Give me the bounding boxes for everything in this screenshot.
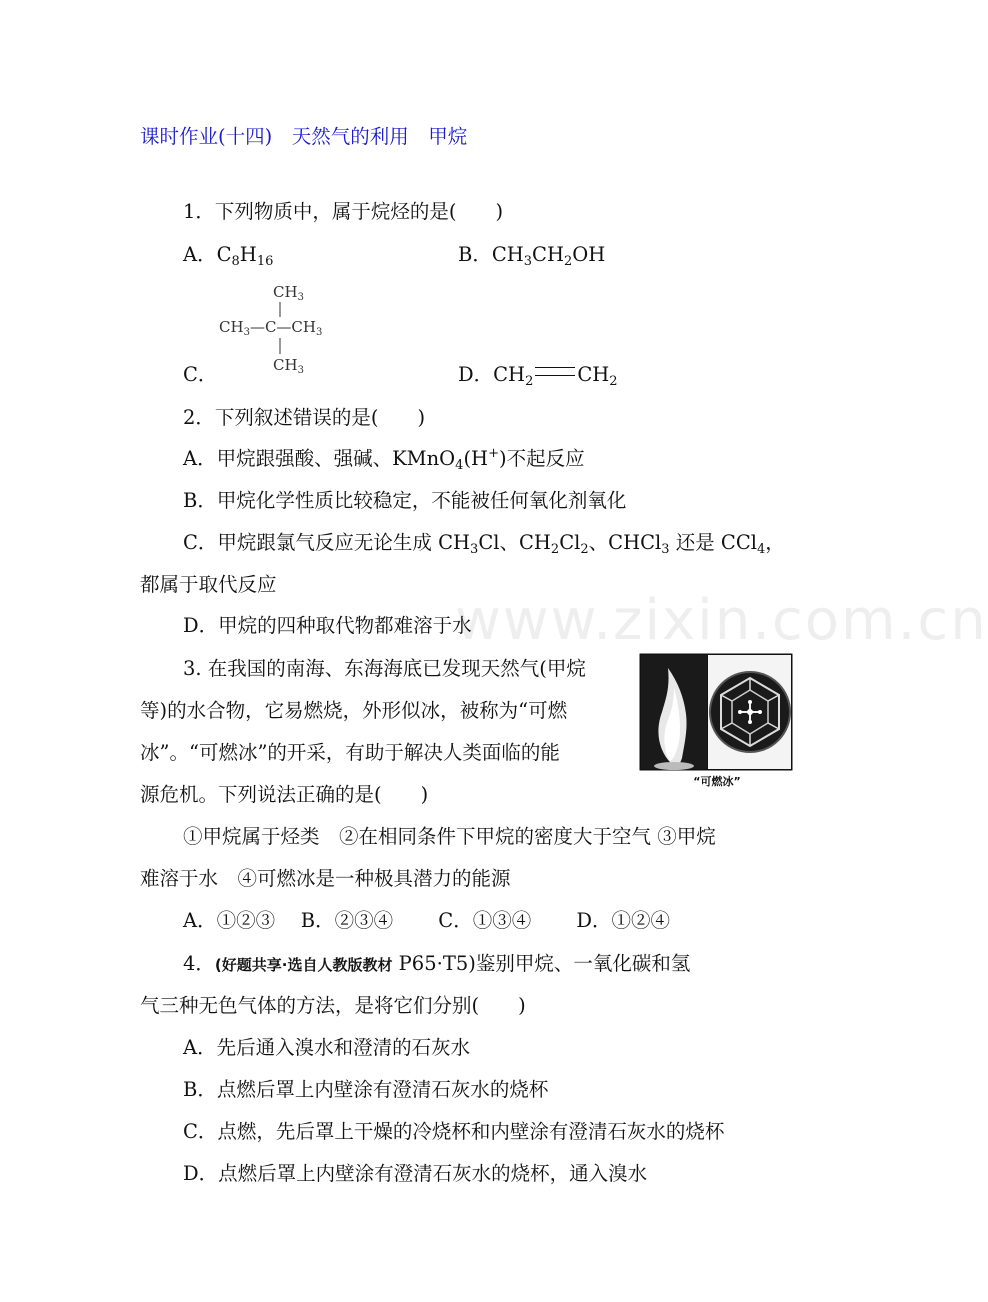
struct-main-chain: $CH_3—C—CH_3$	[219, 318, 323, 338]
q4-option-c: C．点燃，先后罩上干燥的冷烧杯和内壁涂有澄清石灰水的烧杯	[183, 1120, 725, 1143]
q3-line-2: 等)的水合物，它易燃烧，外形似冰，被称为“可燃	[140, 699, 568, 722]
q1-option-d: D．$CH_2$ $CH_2$	[458, 363, 618, 389]
q3-line-1: 3. 在我国的南海、东海海底已发现天然气(甲烷	[183, 657, 586, 680]
image-caption: “可燃冰”	[693, 775, 741, 788]
q2-option-d: D．甲烷的四种取代物都难溶于水	[183, 614, 472, 637]
q4-option-d: D．点燃后罩上内壁涂有澄清石灰水的烧杯，通入溴水	[183, 1162, 648, 1185]
q4-source-tag: (好题共享·选自人教版教材	[214, 956, 393, 974]
q3-line-3: 冰”。“可燃冰”的开采，有助于解决人类面临的能	[140, 741, 560, 764]
q1-option-a: A．$C_8H_{16}$	[183, 243, 274, 269]
q2-option-a: A．甲烷跟强酸、强碱、KMnO$_4$(H+)不起反应	[183, 446, 585, 473]
q4-stem-1: 4．(好题共享·选自人教版教材 P65·T5)鉴别甲烷、一氧化碳和氢	[183, 952, 691, 975]
q3-statements-1: ①甲烷属于烃类 ②在相同条件下甲烷的密度大于空气 ③甲烷	[183, 825, 716, 848]
q1-option-b: B．$CH_3CH_2OH$	[458, 243, 606, 269]
watermark: www.zixin.com.cn	[455, 588, 988, 653]
q2-stem: 2．下列叙述错误的是( )	[183, 406, 426, 429]
q4-stem-2: 气三种无色气体的方法，是将它们分别( )	[140, 994, 526, 1017]
q3-statements-2: 难溶于水 ④可燃冰是一种极具潜力的能源	[140, 867, 511, 890]
q2-option-c-cont: 都属于取代反应	[140, 573, 277, 596]
q4-option-b: B．点燃后罩上内壁涂有澄清石灰水的烧杯	[183, 1078, 549, 1101]
q1-option-c: C．	[183, 363, 218, 386]
double-bond	[535, 367, 575, 376]
q2-option-c: C．甲烷跟氯气反应无论生成 $CH_3Cl$、$CH_2Cl_2$、CHCl$_3$ 还是 CCl$_4$，	[183, 531, 785, 557]
flammable-ice-image	[640, 654, 794, 788]
struct-top-ch3: $CH_3$	[273, 283, 304, 303]
page-title: 课时作业(十四) 天然气的利用 甲烷	[140, 125, 468, 148]
q4-option-a: A．先后通入溴水和澄清的石灰水	[183, 1036, 471, 1059]
q1-stem: 1．下列物质中，属于烷烃的是( )	[183, 200, 504, 223]
q1-structural-formula	[215, 280, 345, 376]
q3-options: A．①②③ B．②③④ C．①③④ D．①②④	[183, 909, 671, 932]
q3-line-4: 源危机。下列说法正确的是( )	[140, 783, 429, 806]
struct-bottom-ch3: $CH_3$	[273, 356, 304, 376]
q2-option-b: B．甲烷化学性质比较稳定，不能被任何氧化剂氧化	[183, 489, 627, 512]
